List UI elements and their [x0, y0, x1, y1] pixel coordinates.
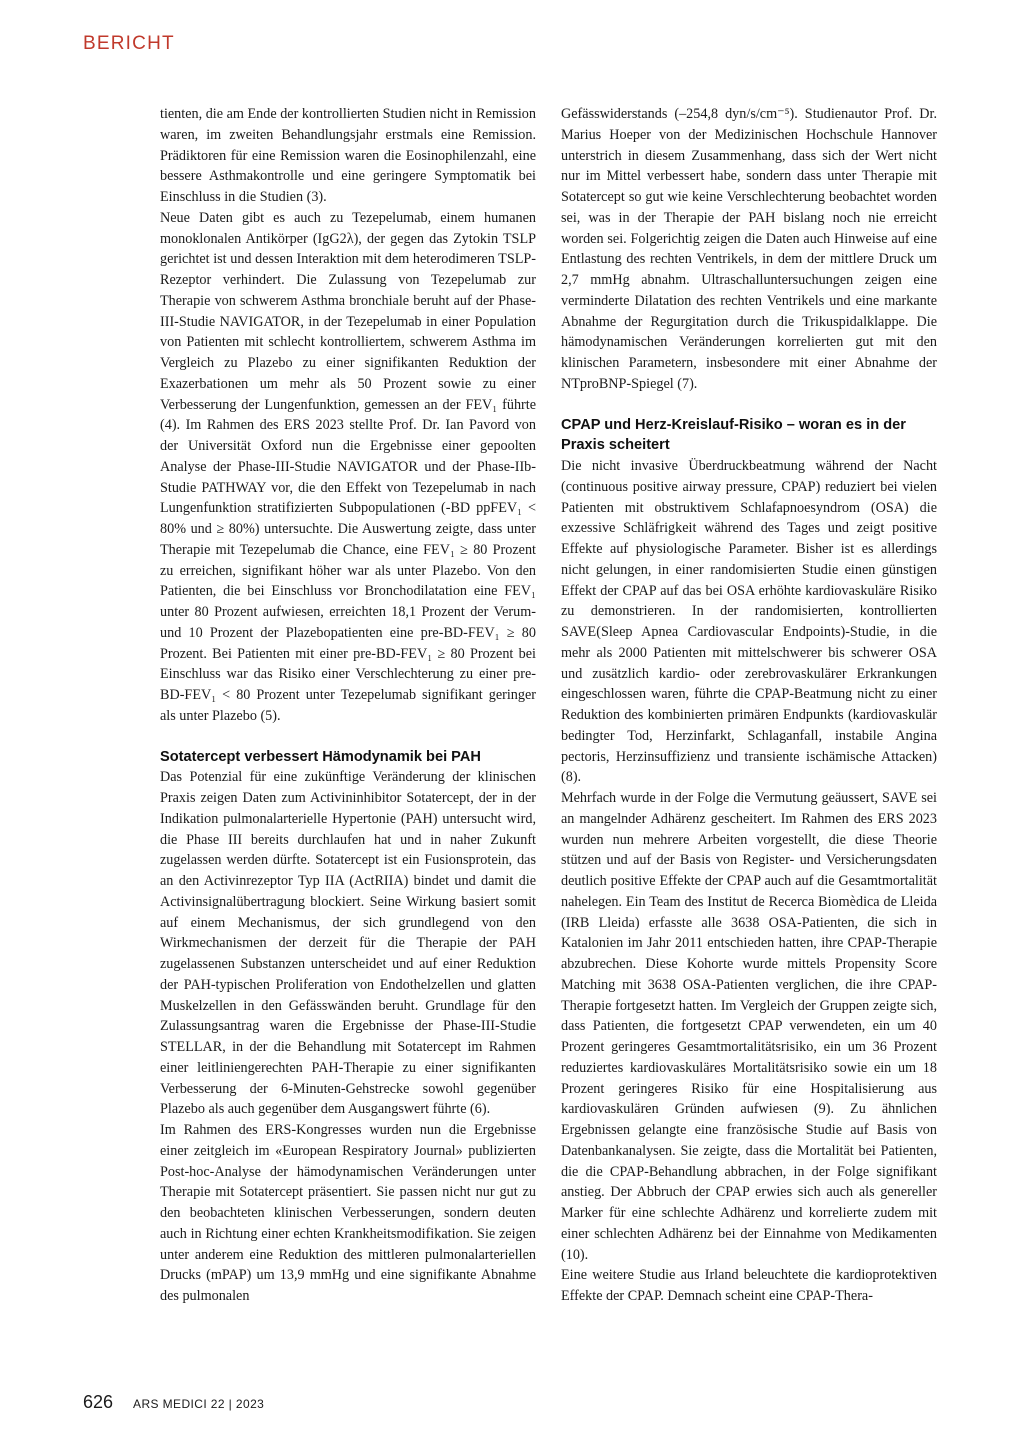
section-heading: Sotatercept verbessert Hämodynamik bei PAH: [160, 748, 481, 765]
paragraph: Gefässwiderstands (–254,8 dyn/s/cm⁻⁵). Studienautor Prof. Dr. Marius Hoeper von der Medizinischen Hochschule Hannover unterstrich in diesem Zusammenhang, dass sich der Wert nicht nur im Mittel verbessert habe, sondern dass unter Therapie mit Sotatercept so gut wie keine Verschlechterung beobachtet worden sei, was in der Therapie der PAH bislang noch nie erreicht worden sei. Folgerichtig zeigen die Daten auch Hinweise auf eine Entlastung des rechten Ventrikels, in dem der mittlere Druck um 2,7 mmHg abnahm. Ultraschalluntersuchungen zeigen eine verminderte Dilatation des rechten Ventrikels und eine markante Abnahme der Regurgitation durch die Trikuspidalklappe. Die hämodynamischen Veränderungen korrelierten gut mit den klinischen Parametern, insbesondere mit einer Abnahme der NTproBNP-Spiegel (7).: [561, 106, 937, 392]
page-number: 626: [83, 1392, 114, 1412]
paragraph: Eine weitere Studie aus Irland beleuchtete die kardioprotektiven Effekte der CPAP. Demnach scheint eine CPAP-Thera-: [561, 1267, 937, 1304]
paragraph: Mehrfach wurde in der Folge die Vermutung geäussert, SAVE sei an mangelnder Adhärenz gescheitert. Im Rahmen des ERS 2023 wurden nun mehrere Arbeiten vorgestellt, die diese Theorie stützen und auf der Basis von Register- und Versicherungsdaten deutlich positive Effekte der CPAP auch auf die Gesamtmortalität nahelegen. Ein Team des Institut de Recerca Biomèdica de Lleida (IRB Lleida) erfasste alle 3638 OSA-Patienten, die sich in Katalonien im Jahr 2011 entschieden hatten, ihre CPAP-Therapie abzubrechen. Diese Kohorte wurde mittels Propensity Score Matching mit 3638 OSA-Patienten verglichen, die ihre CPAP-Therapie fortgesetzt hatten. Im Vergleich der Gruppen zeigte sich, dass Patienten, die fortgesetzt CPAP verwendeten, ein um 40 Prozent geringeres Gesamtmortalitätsrisiko, ein um 36 Prozent reduziertes kardiovaskuläres Mortalitätsrisiko sowie ein um 18 Prozent geringeres Risiko für eine Hospitalisierung aus kardiovaskulären Gründen aufwiesen (9). Zu ähnlichen Ergebnissen gelangte eine französische Studie auf Basis von Datenbankanalysen. Sie zeigte, dass die Mortalität bei Patienten, die die CPAP-Behandlung abbrachen, in der Folge signifikant anstieg. Der Abbruch der CPAP erwies sich auch als genereller Marker für eine schlechte Adhärenz und korrelierte zudem mit einer schlechten Adhärenz bei der Einnahme von Medikamenten (10).: [561, 790, 937, 1263]
section-label: BERICHT: [83, 33, 175, 54]
right-column: [561, 104, 937, 1307]
paragraph: Neue Daten gibt es auch zu Tezepelumab, einem humanen monoklonalen Antikörper (IgG2λ), der gegen das Zytokin TSLP gerichtet ist und dessen Interaktion mit dem heterodimeren TSLP-Rezeptor verhindert. Die Zulassung von Tezepelumab zur Therapie von schwerem Asthma bronchiale beruht auf der Phase-III-Studie NAVIGATOR, in der Tezepelumab in einer Population von Patienten mit schlecht kontrolliertem, schwerem Asthma im Vergleich zu Plazebo zu einer signifikanten Reduktion der Exazerbationen um mehr als 50 Prozent sowie zu einer Verbesserung der Lungenfunktion, gemessen an der FEV₁ führte (4). Im Rahmen des ERS 2023 stellte Prof. Dr. Ian Pavord von der Universität Oxford nun die Ergebnisse einer gepoolten Analyse der Phase-III-Studie NAVIGATOR und der Phase-IIb-Studie PATHWAY vor, die den Effekt von Tezepelumab in nach Lungenfunktion stratifizierten Subpopulationen (-BD ppFEV₁ < 80% und ≥ 80%) untersuchte. Die Auswertung zeigte, dass unter Therapie mit Tezepelumab die Chance, eine FEV₁ ≥ 80 Prozent zu erreichen, signifikant höher war als unter Plazebo. Von den Patienten, die bei Einschluss vor Bronchodilatation eine FEV₁ unter 80 Prozent aufwiesen, erreichten 18,1 Prozent der Verum- und 10 Prozent der Plazebopatienten eine pre-BD-FEV₁ ≥ 80 Prozent. Bei Patienten mit einer pre-BD-FEV₁ ≥ 80 Prozent bei Einschluss war das Risiko einer Verschlechterung zu einer pre-BD-FEV₁ < 80 Prozent unter Tezepelumab signifikant geringer als unter Plazebo (5).: [160, 209, 536, 724]
journal-issue: ARS MEDICI 22 | 2023: [133, 1397, 265, 1411]
paragraph: Im Rahmen des ERS-Kongresses wurden nun die Ergebnisse einer zeitgleich im «European Respiratory Journal» publizierten Post-hoc-Analyse der hämodynamischen Veränderungen unter Therapie mit Sotatercept präsentiert. Sie passen nicht nur gut zu den beobachteten klinischen Verbesserungen, sondern deuten auch in Richtung einer echten Krankheitsmodifikation. Sie zeigen unter anderem eine Reduktion des mittleren pulmonalarteriellen Drucks (mPAP) um 13,9 mmHg und eine signifikante Abnahme des pulmonalen: [160, 1122, 536, 1304]
page-footer: [83, 1392, 264, 1413]
section-heading: CPAP und Herz-Kreislauf-Risiko – woran es in der Praxis scheitert: [561, 416, 906, 454]
paragraph: Die nicht invasive Überdruckbeatmung während der Nacht (continuous positive airway pressure, CPAP) reduziert bei vielen Patienten mit obstruktivem Schlafapnoesyndrom (OSA) die exzessive Schläfrigkeit während des Tages und zeigt positive Effekte auf physiologische Parameter. Bisher ist es allerdings nicht gelungen, in einer randomisierten Studie einen günstigen Effekt der CPAP auf das bei OSA erhöhte kardiovaskuläre Risiko zu demonstrieren. In der randomisierten, kontrollierten SAVE(Sleep Apnea Cardiovascular Endpoints)-Studie, in die mehr als 2000 Patienten mit mittelschwerer bis schwerer OSA und zusätzlich kardio- oder zerebrovaskulärer Erkrankungen eingeschlossen waren, führte die CPAP-Beatmung nicht zu einer Reduktion des kombinierten primären Endpunkts (kardiovaskulär bedingter Tod, Herzinfarkt, Schlaganfall, instabile Angina pectoris, Herzinsuffizienz und transiente ischämische Attacken) (8).: [561, 458, 937, 786]
paragraph: tienten, die am Ende der kontrollierten Studien nicht in Remission waren, im zweiten Behandlungsjahr erstmals eine Remission. Prädiktoren für eine Remission waren die Eosinophilenzahl, eine bessere Asthmakontrolle und eine geringere Symptomatik bei Einschluss in die Studien (3).: [160, 106, 536, 205]
left-column: [160, 104, 536, 1307]
paragraph: Das Potenzial für eine zukünftige Veränderung der klinischen Praxis zeigen Daten zum Activininhibitor Sotatercept, der in der Indikation pulmonalarterielle Hypertonie (PAH) untersucht wird, die Phase III bereits durchlaufen hat und in naher Zukunft zugelassen werden dürfte. Sotatercept ist ein Fusionsprotein, das an den Activinrezeptor Typ IIA (ActRIIA) bindet und damit die Activinsignalübertragung blockiert. Seine Wirkung basiert somit auf einem Mechanismus, der sich grundlegend von den Wirkmechanismen der derzeit für die Therapie der PAH zugelassenen Substanzen unterscheidet und auf einer Reduktion der PAH-typischen Proliferation von Endothelzellen und glatten Muskelzellen in den Gefässwänden beruht. Grundlage für den Zulassungsantrag waren die Ergebnisse der Phase-III-Studie STELLAR, in der die Behandlung mit Sotatercept im Rahmen einer leitliniengerechten PAH-Therapie zu einer signifikanten Verbesserung der 6-Minuten-Gehstrecke sowohl gegenüber Plazebo als auch gegenüber dem Ausgangswert führte (6).: [160, 769, 536, 1118]
